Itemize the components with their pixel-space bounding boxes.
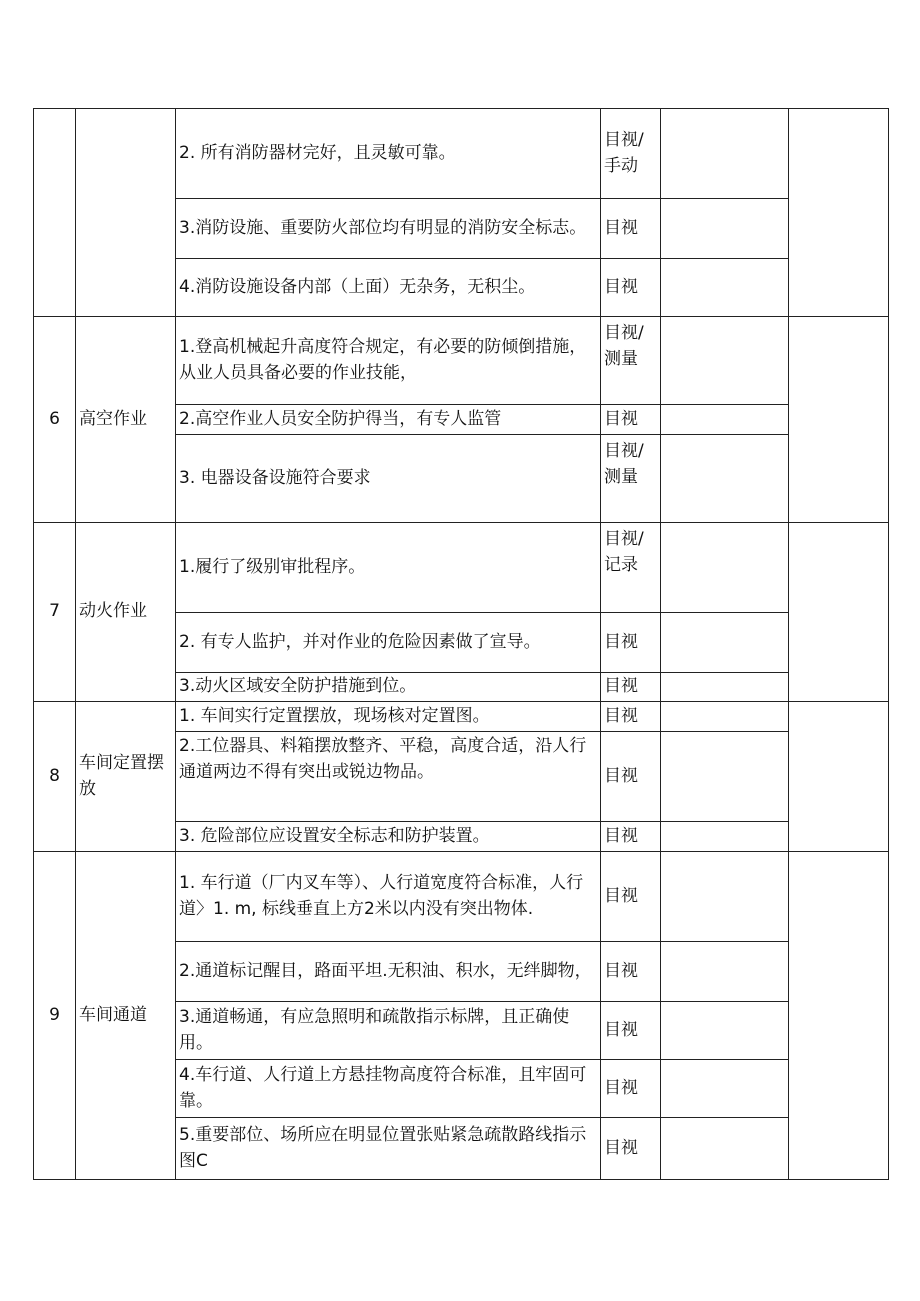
check-item: 1.履行了级别审批程序。 bbox=[176, 523, 601, 613]
check-method: 目视 bbox=[601, 1002, 661, 1060]
check-method: 目视 bbox=[601, 259, 661, 317]
table-row bbox=[34, 852, 889, 942]
remark-cell bbox=[789, 852, 889, 1180]
check-item: 4.消防设施设备内部（上面）无杂务，无积尘。 bbox=[176, 259, 601, 317]
check-item: 3. 电器设备设施符合要求 bbox=[176, 435, 601, 523]
category-label: 高空作业 bbox=[76, 317, 176, 523]
check-item: 3.动火区域安全防护措施到位。 bbox=[176, 673, 601, 702]
check-item: 1.登高机械起升高度符合规定，有必要的防倾倒措施，从业人员具备必要的作业技能， bbox=[176, 317, 601, 405]
check-item: 1. 车间实行定置摆放，现场核对定置图。 bbox=[176, 702, 601, 732]
table-row bbox=[34, 523, 889, 613]
result-cell bbox=[661, 523, 789, 613]
result-cell bbox=[661, 199, 789, 259]
check-item: 2.高空作业人员安全防护得当，有专人监管 bbox=[176, 405, 601, 435]
check-method: 目视/记录 bbox=[601, 523, 661, 613]
check-method: 目视 bbox=[601, 852, 661, 942]
result-cell bbox=[661, 822, 789, 852]
check-method: 目视/测量 bbox=[601, 317, 661, 405]
check-method: 目视 bbox=[601, 732, 661, 822]
check-item: 4.车行道、人行道上方悬挂物高度符合标准，且牢固可靠。 bbox=[176, 1060, 601, 1118]
row-number: 6 bbox=[34, 317, 76, 523]
result-cell bbox=[661, 1118, 789, 1180]
inspection-table bbox=[33, 108, 889, 1180]
table-row bbox=[34, 702, 889, 732]
result-cell bbox=[661, 317, 789, 405]
remark-cell bbox=[789, 317, 889, 523]
check-item: 2.工位器具、料箱摆放整齐、平稳，高度合适，沿人行通道两边不得有突出或锐边物品。 bbox=[176, 732, 601, 822]
check-item: 3.消防设施、重要防火部位均有明显的消防安全标志。 bbox=[176, 199, 601, 259]
result-cell bbox=[661, 942, 789, 1002]
check-item: 3. 危险部位应设置安全标志和防护装置。 bbox=[176, 822, 601, 852]
row-number: 9 bbox=[34, 852, 76, 1180]
remark-cell bbox=[789, 523, 889, 702]
check-method: 目视 bbox=[601, 673, 661, 702]
check-method: 目视 bbox=[601, 942, 661, 1002]
check-method: 目视 bbox=[601, 199, 661, 259]
table-row bbox=[34, 317, 889, 405]
check-method: 目视/测量 bbox=[601, 435, 661, 523]
row-number bbox=[34, 109, 76, 317]
result-cell bbox=[661, 1060, 789, 1118]
category-label: 车间通道 bbox=[76, 852, 176, 1180]
check-item: 2. 有专人监护，并对作业的危险因素做了宣导。 bbox=[176, 613, 601, 673]
result-cell bbox=[661, 435, 789, 523]
remark-cell bbox=[789, 109, 889, 317]
result-cell bbox=[661, 109, 789, 199]
category-label: 动火作业 bbox=[76, 523, 176, 702]
check-method: 目视 bbox=[601, 702, 661, 732]
result-cell bbox=[661, 673, 789, 702]
check-item: 5.重要部位、场所应在明显位置张贴紧急疏散路线指示图C bbox=[176, 1118, 601, 1180]
result-cell bbox=[661, 259, 789, 317]
row-number: 8 bbox=[34, 702, 76, 852]
check-method: 目视/手动 bbox=[601, 109, 661, 199]
result-cell bbox=[661, 613, 789, 673]
check-method: 目视 bbox=[601, 1060, 661, 1118]
check-item: 1. 车行道（厂内叉车等）、人行道宽度符合标准，人行道〉1. m, 标线垂直上方2米以内没有突出物体. bbox=[176, 852, 601, 942]
result-cell bbox=[661, 1002, 789, 1060]
result-cell bbox=[661, 405, 789, 435]
check-method: 目视 bbox=[601, 822, 661, 852]
check-item: 3.通道畅通，有应急照明和疏散指示标牌，且正确使用。 bbox=[176, 1002, 601, 1060]
result-cell bbox=[661, 732, 789, 822]
check-method: 目视 bbox=[601, 1118, 661, 1180]
check-method: 目视 bbox=[601, 405, 661, 435]
check-item: 2.通道标记醒目，路面平坦.无积油、积水，无绊脚物， bbox=[176, 942, 601, 1002]
table-row bbox=[34, 109, 889, 199]
result-cell bbox=[661, 852, 789, 942]
category-label bbox=[76, 109, 176, 317]
check-method: 目视 bbox=[601, 613, 661, 673]
row-number: 7 bbox=[34, 523, 76, 702]
category-label: 车间定置摆放 bbox=[76, 702, 176, 852]
result-cell bbox=[661, 702, 789, 732]
remark-cell bbox=[789, 702, 889, 852]
check-item: 2. 所有消防器材完好，且灵敏可靠。 bbox=[176, 109, 601, 199]
